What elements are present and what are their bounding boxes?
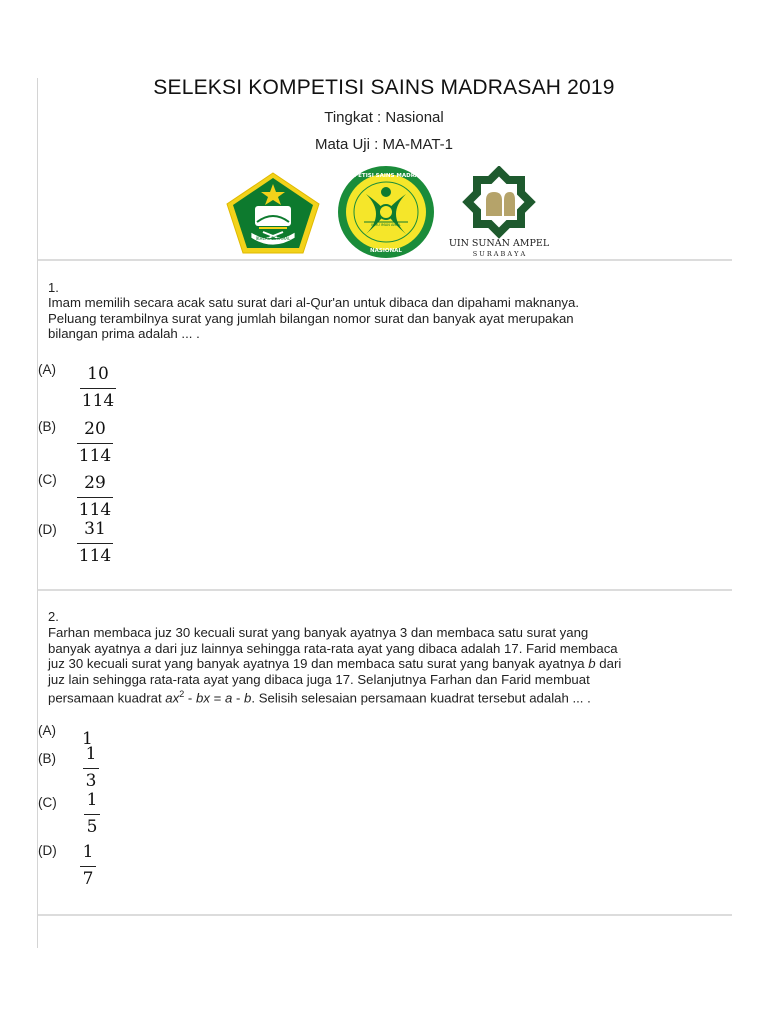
option-label[interactable]: (C) bbox=[38, 472, 57, 487]
section-divider bbox=[38, 259, 732, 261]
ksm-ring-text-top: KOMPETISI SAINS MADRASAH bbox=[339, 173, 433, 179]
option-label[interactable]: (B) bbox=[38, 751, 56, 766]
ksm-motto-text: ILMU IMAN AMAL bbox=[371, 223, 401, 227]
option-label[interactable]: (A) bbox=[38, 362, 56, 377]
fraction-bar bbox=[84, 814, 100, 815]
fraction-denominator: 5 bbox=[86, 817, 98, 837]
option-label[interactable]: (D) bbox=[38, 843, 57, 858]
fraction-denominator: 114 bbox=[78, 546, 112, 566]
fraction-denominator: 114 bbox=[78, 446, 112, 466]
question-text-line: banyak ayatnya a dari juz lainnya sehingga rata-rata ayat yang dibaca adalah 17. Farid membaca bbox=[48, 640, 618, 656]
question-text bbox=[48, 295, 728, 342]
fraction-numerator: 20 bbox=[84, 419, 106, 439]
fraction-bar bbox=[80, 866, 96, 867]
uinsa-name-text: UIN SUNAN AMPEL bbox=[448, 238, 550, 249]
question-number: 1. bbox=[48, 280, 59, 295]
question-text-line: Imam memilih secara acak satu surat dari al-Qur'an untuk dibaca dan dipahami maknanya. bbox=[48, 295, 580, 310]
option-label[interactable]: (C) bbox=[38, 795, 57, 810]
fraction-bar bbox=[77, 497, 113, 498]
question-text-line: juz 30 kecuali surat yang banyak ayatnya 19 dan membaca satu surat yang banyak ayatnya b dari bbox=[48, 656, 622, 671]
fraction-bar bbox=[77, 443, 113, 444]
fraction-denominator: 7 bbox=[82, 869, 94, 889]
fraction-bar bbox=[77, 543, 113, 544]
option-label[interactable]: (A) bbox=[38, 723, 56, 738]
fraction-numerator: 10 bbox=[87, 364, 109, 384]
ksm-logo bbox=[336, 164, 436, 260]
option-label[interactable]: (B) bbox=[38, 419, 56, 434]
option-fraction[interactable] bbox=[77, 474, 113, 520]
option-fraction[interactable] bbox=[83, 745, 99, 791]
option-label[interactable]: (D) bbox=[38, 522, 57, 537]
fraction-bar bbox=[83, 768, 99, 769]
fraction-denominator: 3 bbox=[85, 771, 97, 791]
section-divider bbox=[38, 914, 732, 916]
fraction-numerator: 31 bbox=[84, 519, 106, 539]
fraction-bar bbox=[80, 388, 116, 389]
question-text bbox=[48, 625, 728, 706]
question-text-line: bilangan prima adalah ... . bbox=[48, 326, 200, 341]
option-fraction[interactable] bbox=[77, 420, 113, 466]
fraction-denominator: 114 bbox=[81, 391, 115, 411]
subject-code-label: Mata Uji : MA-MAT-1 bbox=[314, 136, 454, 153]
left-margin-rule bbox=[37, 78, 38, 948]
option-value[interactable]: 1 bbox=[82, 729, 93, 749]
fraction-numerator: 29 bbox=[84, 473, 106, 493]
fraction-numerator: 1 bbox=[85, 744, 97, 764]
question-text-line: juz lain sehingga rata-rata ayat yang dibaca juga 17. Selanjutnya Farhan dan Farid membuat bbox=[48, 671, 590, 687]
page-title: SELEKSI KOMPETISI SAINS MADRASAH 2019 bbox=[153, 76, 615, 99]
fraction-numerator: 1 bbox=[86, 790, 98, 810]
fraction-numerator: 1 bbox=[82, 842, 94, 862]
kemenag-logo bbox=[223, 170, 323, 256]
fraction-denominator: 114 bbox=[78, 500, 112, 520]
ksm-ring-text-bottom: NASIONAL bbox=[370, 248, 402, 254]
level-label: Tingkat : Nasional bbox=[324, 109, 444, 126]
option-fraction[interactable] bbox=[80, 843, 96, 889]
option-fraction[interactable] bbox=[77, 520, 113, 566]
question-number: 2. bbox=[48, 609, 59, 624]
uinsa-city-text: S U R A B A Y A bbox=[472, 250, 526, 258]
kemenag-ribbon-text: IKHLAS BERAMAL bbox=[255, 236, 291, 241]
question-text-line: Peluang terambilnya surat yang jumlah bilangan nomor surat dan banyak ayat merupakan bbox=[48, 310, 574, 326]
option-fraction[interactable] bbox=[84, 791, 100, 837]
question-text-line: persamaan kuadrat $ax^2$ - bx = a - b. Selisih selesaian persamaan kuadrat tersebut adalah ... . bbox=[48, 689, 591, 706]
question-text-line: Farhan membaca juz 30 kecuali surat yang banyak ayatnya 3 dan membaca satu surat yang bbox=[48, 625, 589, 640]
option-fraction[interactable] bbox=[80, 365, 116, 411]
uinsa-logo bbox=[446, 166, 552, 260]
section-divider bbox=[38, 589, 732, 591]
